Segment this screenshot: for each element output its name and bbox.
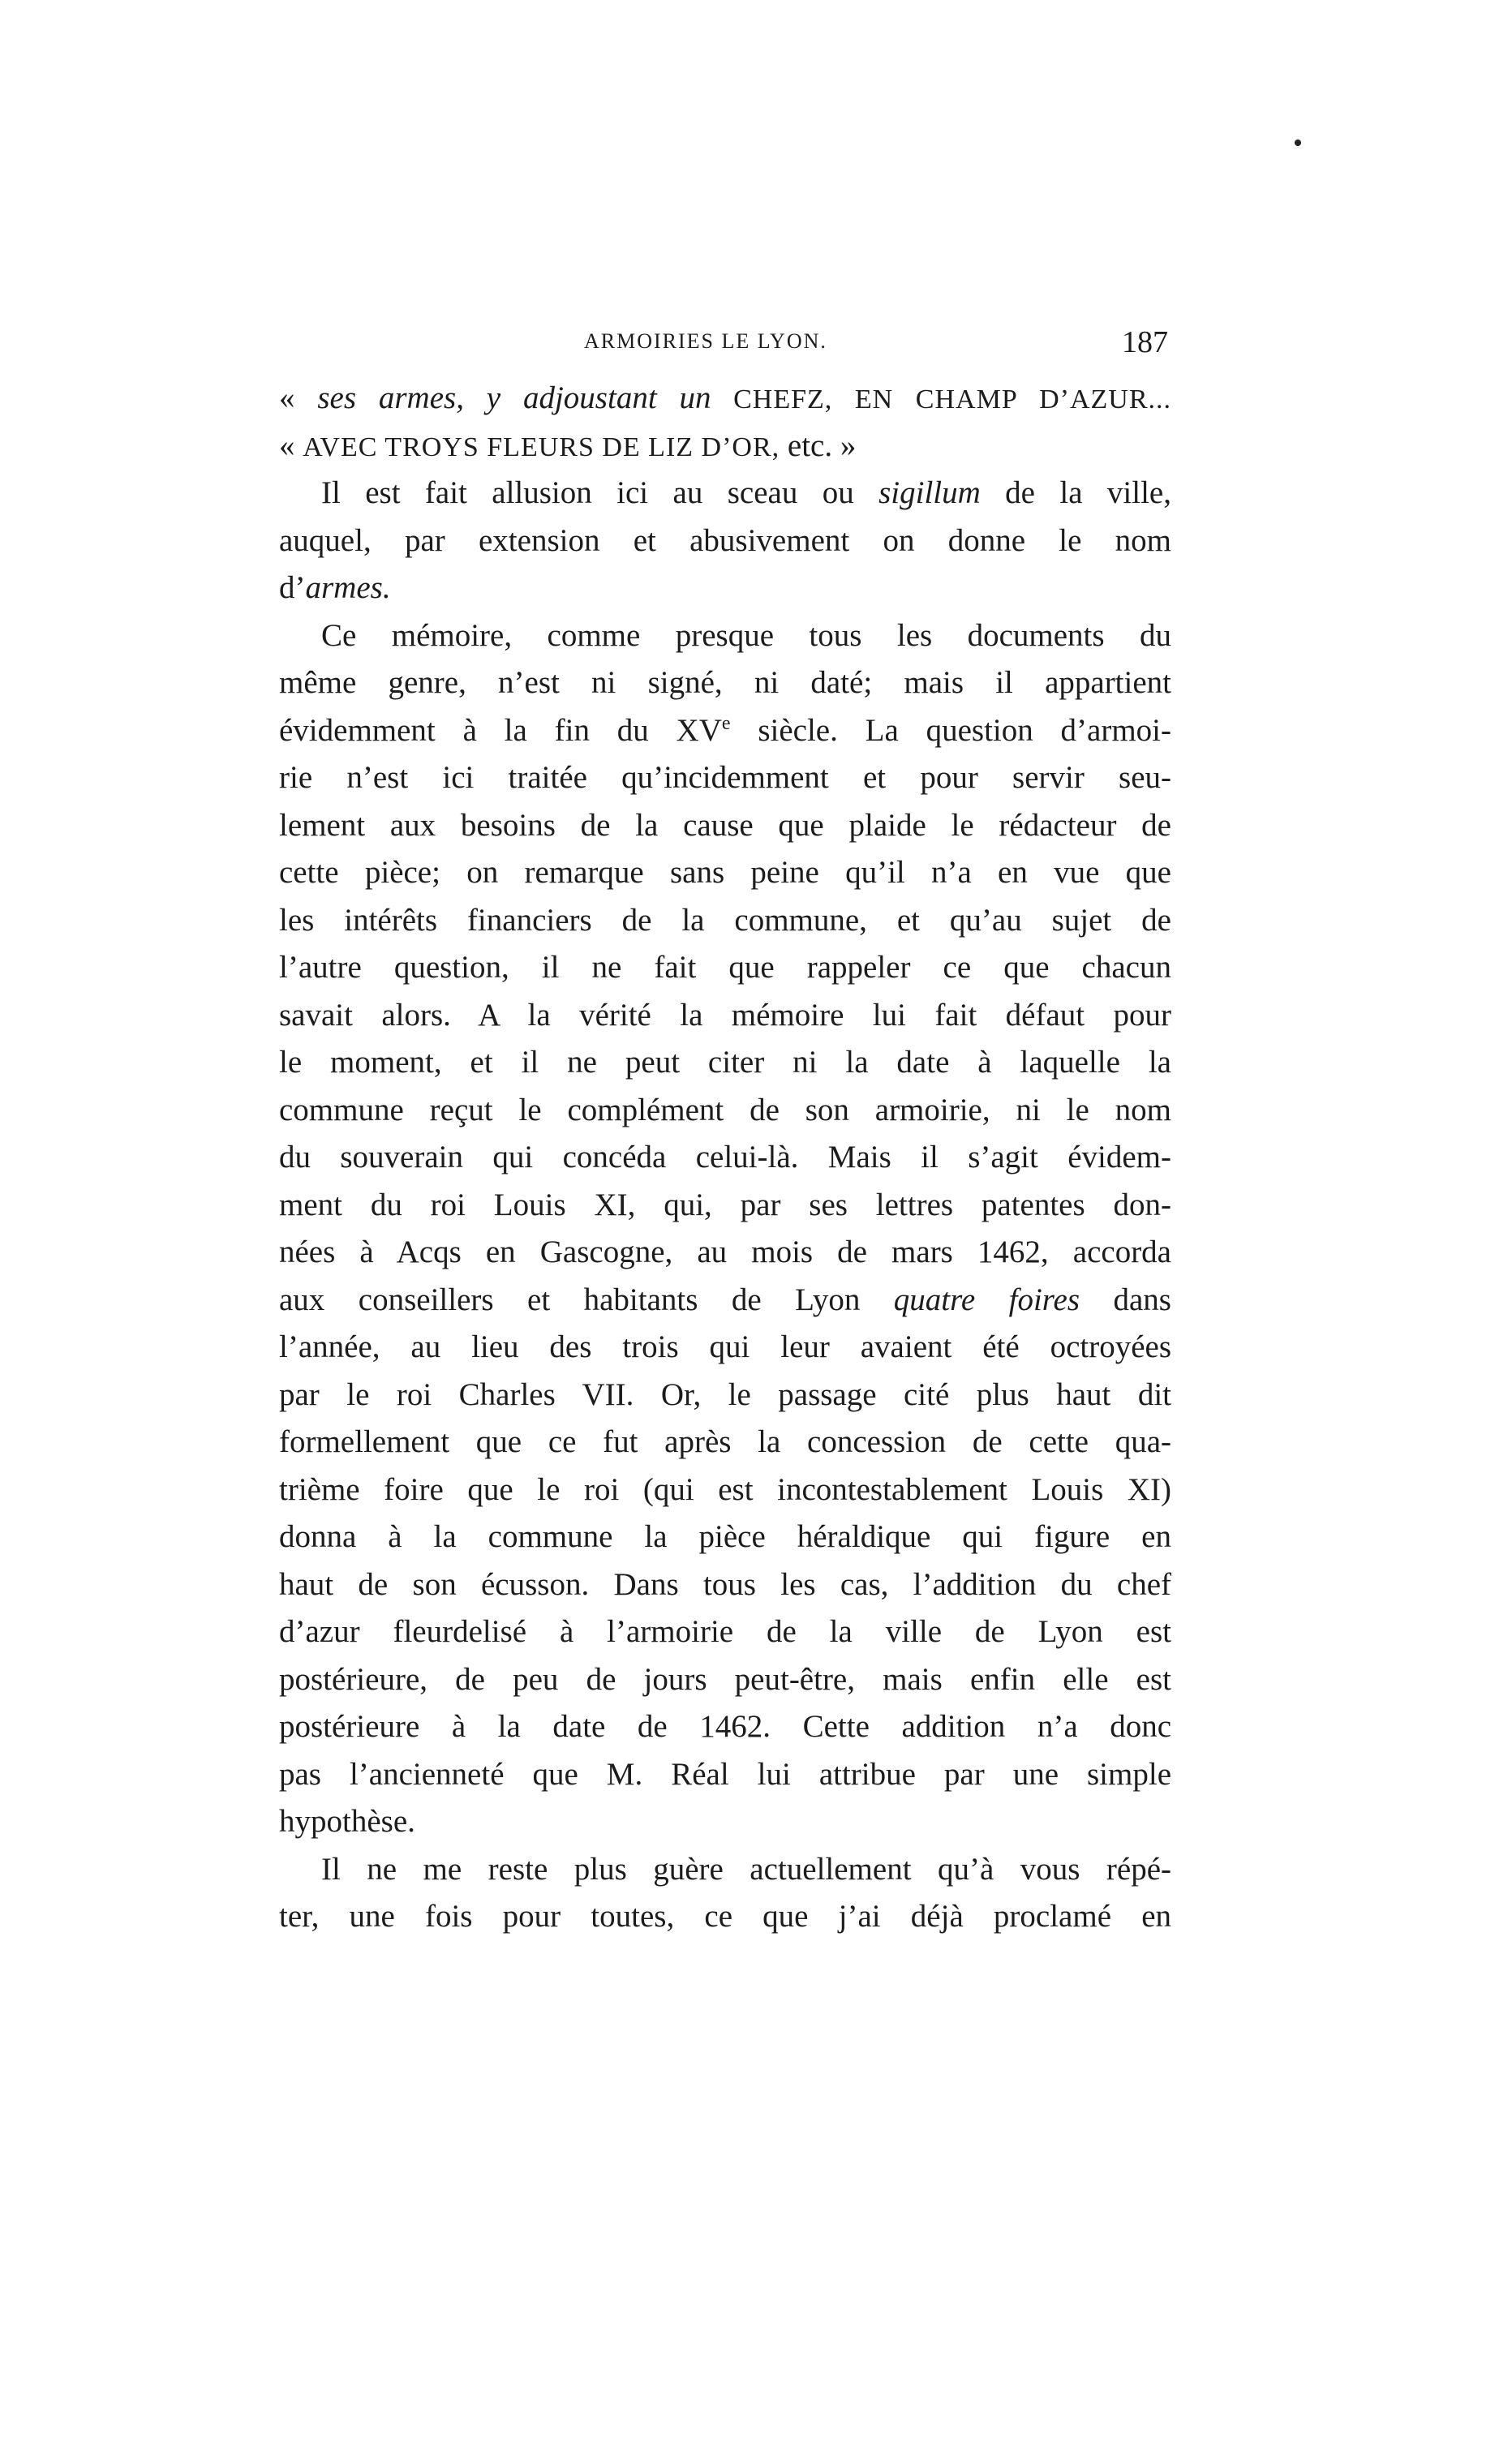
text-line xyxy=(279,470,1171,517)
text-line xyxy=(279,992,1171,1040)
text-segment: savait alors. A la vérité la mémoire lui fait défaut pour xyxy=(279,997,1171,1033)
text-line xyxy=(279,1846,1171,1894)
text-segment: ment du roi Louis XI, qui, par ses lettres patentes don- xyxy=(279,1187,1171,1222)
text-line xyxy=(279,1277,1171,1325)
text-segment: auquel, par extension et abusivement on donne le nom xyxy=(279,522,1171,558)
italic-text: ses armes, y adjoustant un xyxy=(317,380,711,415)
text-line xyxy=(279,1419,1171,1466)
text-segment: Il est fait allusion ici au sceau ou xyxy=(321,475,879,510)
text-segment: etc. » xyxy=(780,427,857,463)
text-line xyxy=(279,1134,1171,1182)
text-line xyxy=(279,565,1171,612)
text-segment: d’ xyxy=(279,570,306,605)
text-line xyxy=(279,517,1171,565)
text-segment: formellement que ce fut après la concession de cette qua- xyxy=(279,1424,1171,1459)
text-line xyxy=(279,897,1171,945)
text-line xyxy=(279,849,1171,897)
text-segment: par le roi Charles VII. Or, le passage cité plus haut dit xyxy=(279,1376,1171,1412)
text-segment: donna à la commune la pièce héraldique qui figure en xyxy=(279,1519,1171,1554)
text-segment: postérieure, de peu de jours peut-être, mais enfin elle est xyxy=(279,1661,1171,1697)
small-caps-text: CHEFZ, EN CHAMP D’AZUR... xyxy=(711,384,1171,414)
text-line xyxy=(279,802,1171,850)
text-segment: commune reçut le complément de son armoirie, ni le nom xyxy=(279,1092,1171,1127)
text-line xyxy=(279,1039,1171,1087)
text-line xyxy=(279,1514,1171,1561)
text-segment: du souverain qui concéda celui-là. Mais il s’agit évidem- xyxy=(279,1140,1171,1174)
running-title: ARMOIRIES LE LYON. xyxy=(584,329,827,353)
text-segment: Ce mémoire, comme presque tous les documents du xyxy=(321,617,1171,653)
text-line xyxy=(279,612,1171,660)
text-segment: l’autre question, il ne fait que rappeler ce que chacun xyxy=(279,950,1171,985)
text-segment: l’année, au lieu des trois qui leur avaient été octroyées xyxy=(279,1329,1171,1364)
text-segment: trième foire que le roi (qui est incontestablement Louis XI) xyxy=(279,1471,1171,1507)
superscript-text: e xyxy=(721,712,731,734)
text-segment: haut de son écusson. Dans tous les cas, l’addition du chef xyxy=(279,1566,1171,1602)
text-segment: même genre, n’est ni signé, ni daté; mais il appartient xyxy=(279,665,1171,700)
italic-text: sigillum xyxy=(878,475,981,510)
text-line xyxy=(279,1703,1171,1751)
text-line xyxy=(279,1324,1171,1372)
text-segment: postérieure à la date de 1462. Cette addition n’a donc xyxy=(279,1709,1171,1744)
text-segment: nées à Acqs en Gascogne, au mois de mars 1462, accorda xyxy=(279,1235,1171,1269)
text-segment: Il ne me reste plus guère actuellement qu’à vous répé- xyxy=(321,1851,1171,1887)
text-segment: dans xyxy=(1080,1282,1171,1317)
text-segment: les intérêts financiers de la commune, et qu’au sujet de xyxy=(279,902,1171,938)
text-segment: lement aux besoins de la cause que plaide le rédacteur de xyxy=(279,807,1171,843)
text-line xyxy=(279,754,1171,802)
text-segment: cette pièce; on remarque sans peine qu’il n’a en vue que xyxy=(279,855,1171,890)
text-segment: d’azur fleurdelisé à l’armoirie de la ville de Lyon est xyxy=(279,1614,1171,1649)
text-line xyxy=(279,1229,1171,1277)
text-line xyxy=(279,944,1171,992)
text-line xyxy=(279,1561,1171,1609)
text-line xyxy=(279,1087,1171,1135)
text-line xyxy=(279,1798,1171,1846)
text-segment: évidemment à la fin du XV xyxy=(279,712,722,748)
text-line xyxy=(279,1608,1171,1656)
body-text xyxy=(279,375,1171,1941)
small-caps-text: AVEC TROYS FLEURS DE LIZ D’OR, xyxy=(303,432,780,462)
text-segment: hypothèse. xyxy=(279,1804,415,1839)
text-segment: « xyxy=(279,427,303,463)
text-line xyxy=(279,1466,1171,1514)
text-segment: rie n’est ici traitée qu’incidemment et pour servir seu- xyxy=(279,760,1171,795)
ink-speck xyxy=(1295,140,1301,146)
text-line xyxy=(279,1182,1171,1230)
text-line xyxy=(279,1893,1171,1941)
italic-text: quatre foires xyxy=(893,1282,1080,1317)
text-line xyxy=(279,1656,1171,1704)
text-segment: ter, une fois pour toutes, ce que j’ai déjà proclamé en xyxy=(279,1899,1171,1934)
text-line xyxy=(279,707,1171,755)
text-line xyxy=(279,423,1171,470)
text-line xyxy=(279,1372,1171,1419)
italic-text: armes. xyxy=(305,570,391,605)
text-segment: le moment, et il ne peut citer ni la date à laquelle la xyxy=(279,1045,1171,1080)
text-line xyxy=(279,1751,1171,1799)
text-segment: siècle. La question d’armoi- xyxy=(730,712,1171,748)
text-segment: de la ville, xyxy=(980,475,1171,510)
text-segment: pas l’ancienneté que M. Réal lui attribue par une simple xyxy=(279,1756,1171,1792)
running-head xyxy=(276,324,1168,365)
text-segment: aux conseillers et habitants de Lyon xyxy=(279,1282,894,1317)
text-segment: « xyxy=(279,380,318,415)
text-line xyxy=(279,375,1171,423)
page-number: 187 xyxy=(1122,325,1168,359)
text-line xyxy=(279,659,1171,707)
